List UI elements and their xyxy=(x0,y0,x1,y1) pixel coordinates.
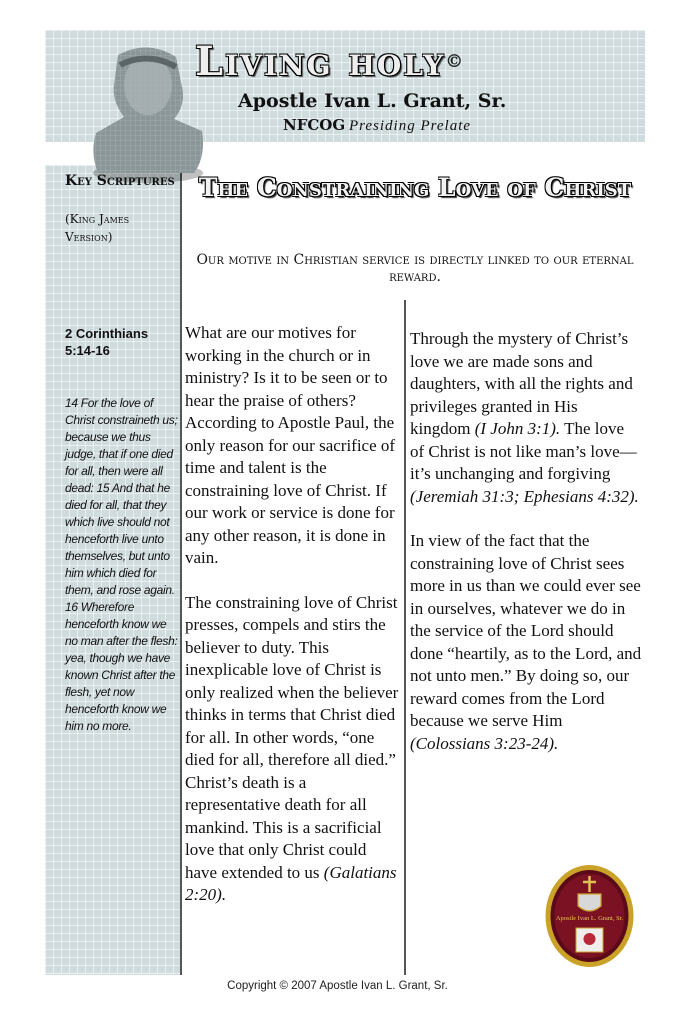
column-divider xyxy=(404,300,406,975)
author-portrait-image xyxy=(90,45,205,185)
scripture-reference: 2 Corinthians 5:14-16 xyxy=(65,326,149,358)
paragraph xyxy=(185,592,400,907)
svg-text:Apostle Ivan L. Grant, Sr.: Apostle Ivan L. Grant, Sr. xyxy=(555,915,624,922)
scripture-text: 14 For the love of Christ constraineth us; because we thus judge, that if one died for all, then were all dead: 15 And that he died for all, that they which live should not henceforth live unto themselves, but unto him which died for them, and rose again. 16 Wherefore henceforth know we no man after the flesh: yea, though we have known Christ after the flesh, yet now henceforth know we him no more. xyxy=(65,396,178,733)
role-title: Presiding Prelate xyxy=(348,118,472,134)
paragraph-text: In view of the fact that the constraining love of Christ sees more in us than we could ever see in ourselves, whatever we do in the service of the Lord should done “heartily, as to the Lord, and not unto men.” By doing so, our reward comes from the Lord because we serve Him xyxy=(410,531,642,730)
footer-copyright: Copyright © 2007 Apostle Ivan L. Grant, Sr. xyxy=(227,980,448,992)
title-text: Living holy xyxy=(195,38,446,85)
paragraph xyxy=(410,530,642,755)
scripture-citation: (Jeremiah 31:3; Ephesians 4:32). xyxy=(410,486,639,506)
article-subtitle: Our motive in Christian service is directly linked to our eternal reward. xyxy=(196,252,634,285)
scripture-citation: (Galatians 2:20). xyxy=(185,862,397,904)
article-title: The Constraining Love of Christ xyxy=(198,173,632,202)
author-role-line xyxy=(283,116,471,135)
key-scriptures-heading: Key Scriptures xyxy=(65,173,175,189)
bible-version-label: (King James Version) xyxy=(65,212,130,244)
org-name: NFCOG xyxy=(283,116,346,134)
paragraph: What are our motives for working in the church or in ministry? Is it to be seen or to hear the praise of others? According to Apostle Paul, the only reason for our sacrifice of time and talent is the constraining love of Christ. If our work or service is done for any other reason, it is done in vain. xyxy=(185,323,396,567)
paragraph-text: The love of Christ is not like man’s love—it’s unchanging and forgiving xyxy=(410,419,637,483)
paragraph-text: Through the mystery of Christ’s love we are made sons and daughters, with all the rights and privileges granted in His kingdom xyxy=(410,329,633,438)
scripture-citation: (I John 3:1). xyxy=(474,419,561,438)
page-title xyxy=(195,40,635,84)
article-column-left xyxy=(185,322,400,929)
scripture-citation: (Colossians 3:23-24). xyxy=(410,733,559,753)
paragraph xyxy=(410,328,642,508)
paragraph-text: The constraining love of Christ presses, compels and stirs the believer to duty. This inexplicable love of Christ is only realized when the believer thinks in terms that Christ died for all. In other words, “one died for all, therefore all died.” Christ’s death is a representative death for all mankind. This is a sacrificial love that only Christ could have extended to us xyxy=(185,592,399,882)
ministry-seal-logo xyxy=(542,862,637,970)
copyright-mark: © xyxy=(445,51,466,72)
article-column-right xyxy=(410,328,642,777)
author-name: Apostle Ivan L. Grant, Sr. xyxy=(238,90,507,112)
